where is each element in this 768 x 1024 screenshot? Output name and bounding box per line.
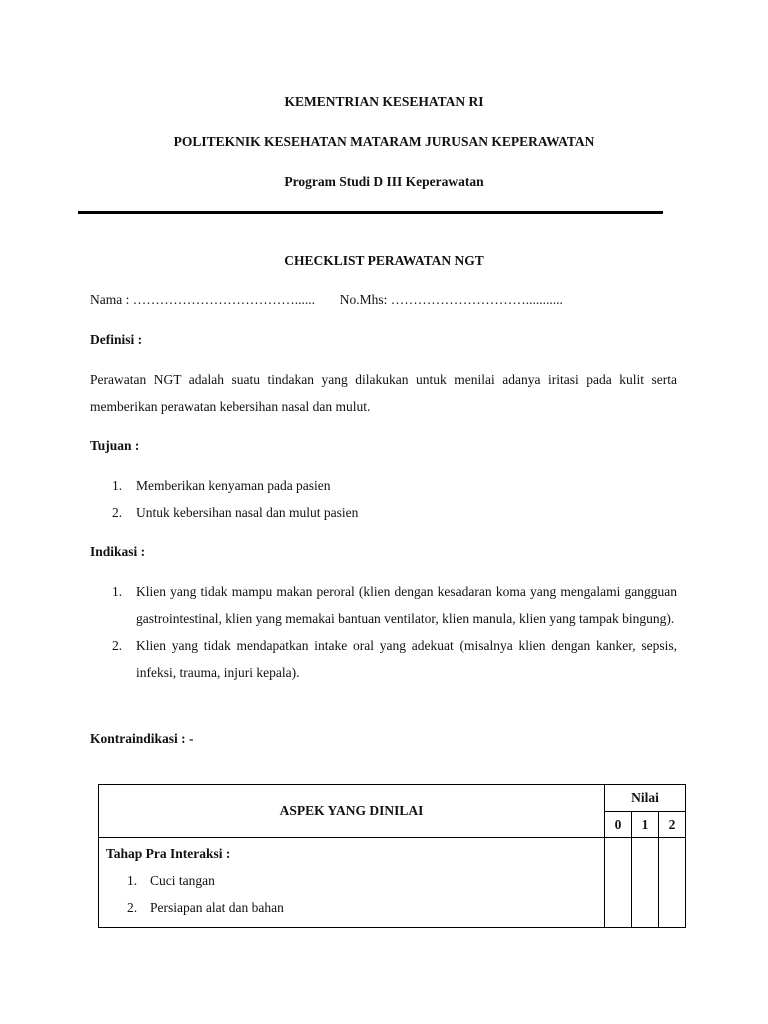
nama-blank: ………………………………......: [132, 292, 315, 307]
stage-cell: [99, 838, 605, 928]
stage-item: [106, 894, 604, 921]
list-number: 1.: [112, 478, 123, 493]
list-text: Klien yang tidak mampu makan peroral (klien dengan kesadaran koma yang mengalami gangguan gastrointestinal, klien yang memakai bantuan ventilator, klien manula, klien yang tampak bingung).: [136, 584, 677, 626]
stage-item-number: 2.: [127, 900, 138, 915]
aspect-header: ASPEK YANG DINILAI: [99, 785, 605, 838]
tujuan-list: [90, 472, 677, 526]
stage-item-text: Persiapan alat dan bahan: [150, 900, 284, 915]
list-item: [90, 632, 677, 686]
stage-item-text: Cuci tangan: [150, 873, 215, 888]
definisi-text: Perawatan NGT adalah suatu tindakan yang dilakukan untuk menilai adanya iritasi pada kulit serta memberikan perawatan kebersihan nasal dan mulut.: [90, 372, 677, 414]
header-divider: [78, 211, 663, 214]
kontraindikasi-heading: Kontraindikasi : -: [90, 731, 194, 746]
indikasi-heading: Indikasi :: [90, 544, 146, 559]
document-title: CHECKLIST PERAWATAN NGT: [284, 253, 484, 268]
indikasi-list: [90, 578, 677, 686]
score-header-1: 1: [632, 812, 659, 838]
ministry-heading: KEMENTRIAN KESEHATAN RI: [284, 94, 484, 109]
stage-item: [106, 867, 604, 894]
nim-blank: …………………………...........: [390, 292, 563, 307]
list-text: Memberikan kenyaman pada pasien: [136, 478, 331, 493]
list-text: Klien yang tidak mendapatkan intake oral yang adekuat (misalnya klien dengan kanker, sepsis, infeksi, trauma, injuri kepala).: [136, 638, 677, 680]
score-header-0: 0: [605, 812, 632, 838]
list-text: Untuk kebersihan nasal dan mulut pasien: [136, 505, 359, 520]
institution-heading: POLITEKNIK KESEHATAN MATARAM JURUSAN KEPERAWATAN: [173, 134, 595, 149]
score-cell-0[interactable]: [605, 838, 632, 928]
score-header-2: 2: [659, 812, 686, 838]
table-row: [99, 838, 686, 928]
stage-item-number: 1.: [127, 873, 138, 888]
program-heading: Program Studi D III Keperawatan: [284, 174, 484, 189]
tujuan-heading: Tujuan :: [90, 438, 140, 453]
list-number: 1.: [112, 584, 123, 599]
nim-label: No.Mhs:: [339, 292, 391, 307]
nama-label: Nama :: [90, 292, 133, 307]
list-item: [90, 472, 677, 499]
list-number: 2.: [112, 505, 123, 520]
identity-row: [90, 292, 563, 308]
score-cell-2[interactable]: [659, 838, 686, 928]
stage-title: Tahap Pra Interaksi :: [106, 846, 231, 861]
assessment-table: [98, 784, 686, 928]
list-item: [90, 578, 677, 632]
definisi-heading: Definisi :: [90, 332, 143, 347]
list-item: [90, 499, 677, 526]
score-cell-1[interactable]: [632, 838, 659, 928]
list-number: 2.: [112, 638, 123, 653]
nilai-header: Nilai: [605, 785, 686, 812]
